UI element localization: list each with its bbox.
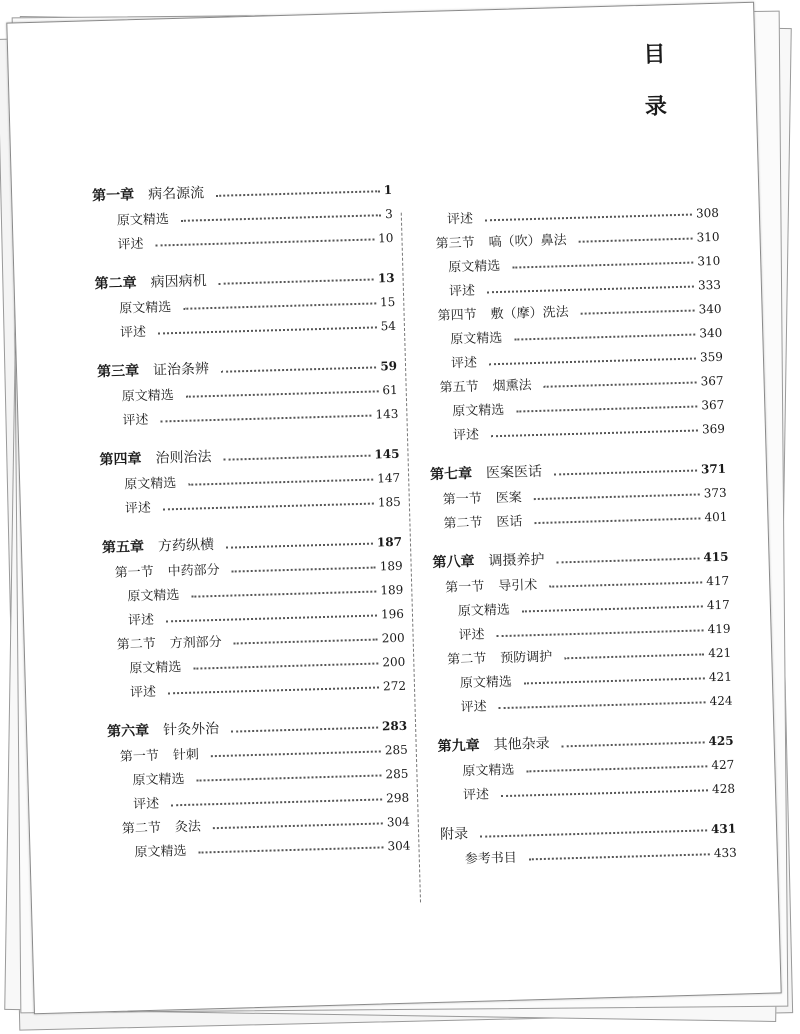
toc-entry-label: [116, 631, 222, 653]
dot-leader: [191, 591, 376, 598]
toc-entry-title: 原文精选: [124, 476, 177, 493]
toc-entry-label: [432, 549, 545, 572]
toc-entry-page-number: 427: [711, 757, 735, 773]
toc-entry-label: [460, 695, 487, 715]
toc-entry-page-number: 15: [379, 294, 396, 310]
toc-entry-title: 原文精选: [452, 402, 505, 420]
toc-entry-label: [132, 768, 185, 788]
toc-entry-page-number: 13: [377, 270, 395, 286]
toc-entry-number: 第三节: [435, 235, 475, 252]
toc-entry-page-number: 283: [381, 718, 408, 734]
toc-entry-label: [465, 847, 518, 867]
toc-entry-label: [440, 823, 469, 844]
dot-leader: [485, 214, 692, 222]
toc-entry-label: [117, 208, 170, 228]
toc-entry-title: 病名源流: [147, 185, 205, 203]
toc-entry-page-number: 189: [380, 582, 404, 598]
toc-entry-page-number: 200: [382, 654, 406, 670]
toc-entry-title: 原文精选: [457, 602, 511, 620]
toc-entry-page-number: 367: [700, 373, 724, 389]
toc-entry-page-number: 185: [377, 494, 402, 510]
toc-entry-label: [97, 358, 210, 381]
toc-entry-label: [121, 384, 174, 404]
toc-entry-label: [102, 534, 215, 557]
toc-entry-title: 原文精选: [129, 660, 182, 677]
toc-entry-number: 第二节: [447, 651, 487, 668]
toc-entry-title: 针刺: [172, 747, 200, 764]
dot-leader: [501, 789, 708, 797]
toc-entry-number: 第一节: [442, 491, 483, 508]
toc-entry-title: 参考书目: [464, 850, 518, 868]
dot-leader: [197, 774, 382, 781]
toc-entry-title: 原文精选: [134, 843, 187, 861]
dot-leader: [211, 750, 381, 757]
toc-entry-label: [122, 816, 202, 837]
dot-leader: [534, 493, 700, 500]
toc-entry-title: 评述: [119, 324, 147, 341]
toc-entry-page-number: 143: [375, 406, 399, 422]
toc-entry-title: 原文精选: [462, 762, 515, 780]
dot-leader: [226, 543, 373, 549]
toc-entry-page-number: 424: [709, 693, 733, 709]
dot-leader: [529, 853, 710, 860]
toc-entry-label: [452, 399, 505, 419]
toc-entry-label: [435, 229, 567, 252]
toc-entry-page-number: 298: [386, 790, 410, 806]
toc-entry-label: [129, 656, 182, 676]
toc-entry-number: 第二章: [94, 275, 137, 293]
dot-leader: [516, 405, 697, 412]
toc-entry-title: 评述: [124, 500, 152, 517]
toc-entry-page-number: 367: [701, 397, 725, 413]
toc-entry-title: 针灸外治: [162, 720, 220, 739]
toc-entry-number: 第二节: [121, 820, 162, 837]
toc-entry-page-number: 417: [706, 573, 730, 589]
toc-entry-number: 第七章: [429, 465, 473, 483]
toc-entry-page-number: 308: [695, 205, 720, 221]
toc-entry-title: 敷（摩）洗法: [490, 305, 569, 323]
toc-entry-label: [450, 327, 503, 347]
toc-entry-label: [430, 461, 543, 484]
toc-entry-label: [448, 255, 501, 275]
toc-entry-label: [122, 409, 149, 429]
toc-entry-title: 评述: [129, 684, 157, 701]
toc-entry-title: 原文精选: [127, 588, 180, 605]
toc-entry-page-number: 333: [697, 277, 722, 293]
toc-entry-title: 原文精选: [450, 330, 503, 348]
dot-leader: [160, 415, 371, 423]
toc-entry-page-number: 417: [706, 597, 731, 613]
toc-entry-label: [437, 733, 550, 756]
dot-leader: [216, 190, 380, 197]
dot-leader: [232, 567, 376, 573]
dot-leader: [489, 358, 696, 366]
toc-entry-label: [437, 301, 569, 324]
dot-leader: [564, 653, 704, 659]
toc-entry-label: [120, 321, 147, 341]
toc-entry-page-number: 54: [380, 318, 397, 334]
toc-column-left: [92, 173, 411, 861]
toc-entry-title: 评述: [127, 612, 155, 629]
toc-entry-page-number: 304: [387, 838, 411, 854]
toc-entry-page-number: 147: [377, 470, 401, 486]
dot-leader: [224, 455, 371, 461]
toc-entry-page-number: 371: [700, 461, 727, 477]
toc-entry-title: 方药纵横: [157, 537, 215, 555]
toc-entry-page-number: 431: [710, 821, 737, 837]
dot-leader: [221, 366, 376, 372]
dot-leader: [234, 639, 378, 645]
toc-entry-title: 评述: [458, 627, 485, 644]
toc-entry-page-number: 272: [382, 678, 407, 694]
toc-entry-label: [119, 296, 172, 316]
dot-leader: [171, 798, 382, 806]
toc-entry-title: 评述: [460, 699, 487, 716]
dot-leader: [522, 605, 703, 612]
toc-entry-number: 第八章: [432, 553, 475, 571]
toc-entry-label: [447, 646, 553, 668]
dot-leader: [158, 326, 377, 334]
toc-entry-title: 预防调护: [500, 649, 553, 667]
toc-entry-title: 方剂部分: [169, 634, 222, 652]
toc-entry-label: [117, 233, 144, 253]
toc-entry-page-number: 310: [696, 229, 720, 245]
toc-entry-page-number: 200: [381, 630, 405, 646]
toc-entry-title: 证治条辨: [152, 361, 210, 379]
toc-entry-label: [458, 624, 485, 644]
dot-leader: [557, 557, 700, 563]
dot-leader: [199, 846, 384, 853]
toc-entry-page-number: 421: [708, 669, 733, 685]
toc-page: [6, 2, 781, 1014]
dot-leader: [579, 238, 693, 243]
toc-entry-title: 灸法: [174, 819, 202, 836]
dot-leader: [193, 662, 378, 669]
toc-entry-number: 第一章: [91, 187, 135, 205]
dot-leader: [512, 262, 693, 269]
toc-entry-page-number: 285: [385, 766, 409, 782]
toc-entry-page-number: 425: [708, 733, 734, 749]
toc-entry-page-number: 421: [708, 645, 732, 661]
toc-entry-page-number: 285: [384, 742, 408, 758]
dot-leader: [526, 765, 707, 772]
toc-entry-page-number: 433: [713, 845, 737, 861]
toc-entry-page-number: 415: [703, 549, 729, 565]
toc-entry-title: 评述: [450, 355, 478, 372]
toc-entry-number: 第四章: [99, 451, 142, 469]
toc-entry-number: 第五节: [439, 379, 479, 396]
toc-entry-page-number: 310: [697, 253, 721, 269]
dot-leader: [514, 334, 695, 341]
toc-entry-title: 原文精选: [448, 258, 501, 276]
toc-entry-title: 治则治法: [155, 449, 212, 467]
toc-entry-title: 原文精选: [132, 771, 185, 789]
toc-entry-number: 第四节: [437, 307, 477, 324]
toc-entry-label: [94, 270, 207, 293]
page-title-char-2: 录: [644, 94, 668, 120]
toc-entry-label: [447, 208, 474, 228]
dot-leader: [499, 701, 706, 709]
toc-entry-number: 第一节: [445, 579, 485, 596]
toc-entry-page-number: 187: [376, 534, 403, 550]
toc-entry-label: [107, 718, 220, 741]
toc-entry-label: [463, 783, 490, 803]
dot-leader: [166, 615, 377, 623]
toc-entry-title: 原文精选: [121, 388, 175, 405]
toc-entry-title: 原文精选: [116, 212, 170, 229]
toc-entry-page-number: 196: [380, 606, 405, 622]
toc-entry-label: [114, 559, 220, 581]
toc-entry-page-number: 304: [386, 814, 410, 830]
toc-entry-title: 其他杂录: [493, 735, 550, 754]
toc-entry-title: 评述: [132, 796, 160, 813]
toc-entry-title: 医话: [496, 514, 523, 531]
toc-entry-number: 第三章: [96, 363, 140, 381]
toc-entry-label: [458, 599, 511, 619]
dot-leader: [156, 238, 375, 246]
toc-entry-number: 第一节: [114, 564, 154, 581]
toc-entry-page-number: 428: [711, 781, 736, 797]
toc-entry-title: 评述: [122, 412, 149, 429]
toc-entry-page-number: 59: [380, 358, 398, 374]
dot-leader: [213, 822, 383, 829]
toc-entry-label: [99, 446, 212, 469]
toc-entry-title: 调摄养护: [488, 551, 545, 570]
toc-entry-title: 医案医话: [485, 463, 543, 482]
toc-entry-label: [124, 472, 177, 492]
dot-leader: [562, 741, 705, 747]
dot-leader: [491, 429, 698, 437]
toc-entry-page-number: 3: [384, 206, 393, 222]
toc-entry-title: 医案: [495, 490, 523, 507]
toc-entry-label: [133, 793, 160, 813]
toc-entry-label: [451, 352, 478, 372]
toc-column-right: [423, 196, 737, 868]
toc-entry-title: 附录: [439, 826, 469, 843]
toc-entry-page-number: 61: [382, 382, 398, 398]
toc-entry-number: 第五章: [101, 538, 145, 557]
dot-leader: [219, 278, 374, 284]
toc-entry-page-number: 401: [704, 509, 728, 525]
toc-entry-title: 评述: [452, 427, 480, 444]
dot-leader: [163, 503, 374, 511]
dot-leader: [549, 581, 702, 587]
toc-entry-title: 导引术: [498, 578, 538, 595]
toc-entry-title: 中药部分: [167, 562, 220, 580]
dot-leader: [524, 677, 705, 684]
toc-entry-number: 第二节: [116, 636, 156, 653]
toc-entry-label: [92, 182, 205, 205]
dot-leader: [183, 302, 376, 309]
toc-entry-page-number: 373: [703, 485, 727, 501]
toc-entry-page-number: 1: [383, 182, 393, 198]
dot-leader: [544, 381, 697, 387]
toc-entry-label: [134, 840, 187, 860]
toc-entry-title: 评述: [446, 211, 474, 228]
toc-entry-page-number: 419: [707, 621, 731, 637]
toc-entry-label: [443, 510, 523, 531]
dot-leader: [581, 310, 695, 315]
toc-entry-page-number: 340: [699, 325, 723, 341]
page-title: [634, 29, 677, 134]
toc-entry-page-number: 359: [699, 349, 724, 365]
toc-entry-page-number: 340: [698, 301, 722, 317]
dot-leader: [168, 686, 379, 694]
toc-entry-label: [130, 681, 157, 701]
toc-entry-number: 第六章: [106, 722, 150, 741]
toc-entry-label: [128, 609, 155, 629]
dot-leader: [188, 479, 373, 486]
dot-leader: [534, 517, 700, 524]
toc-entry-label: [453, 424, 480, 444]
dot-leader: [231, 727, 378, 733]
dot-leader: [554, 470, 697, 476]
toc-entry-label: [120, 744, 200, 765]
toc-entry-title: 原文精选: [459, 674, 513, 692]
dot-leader: [186, 390, 379, 397]
toc-entry-title: 评述: [462, 787, 490, 804]
toc-entry-title: 原文精选: [119, 300, 172, 317]
toc-entry-title: 评述: [117, 236, 144, 253]
toc-entry-label: [445, 574, 538, 596]
toc-entry-page-number: 145: [374, 446, 400, 462]
toc-entry-label: [125, 497, 152, 517]
toc-entry-page-number: 369: [701, 421, 726, 437]
dot-leader: [181, 214, 381, 222]
toc-entry-number: 第一节: [119, 748, 160, 765]
page-title-char-1: 目: [643, 42, 666, 68]
toc-entry-title: 嗃（吹）鼻法: [488, 233, 567, 251]
toc-entry-label: [460, 671, 513, 691]
toc-entry-label: [462, 759, 515, 779]
dot-leader: [487, 286, 694, 294]
toc-entry-label: [439, 374, 532, 396]
toc-entry-label: [449, 280, 476, 300]
toc-entry-number: 第九章: [437, 737, 480, 755]
toc-entry-page-number: 10: [377, 230, 394, 246]
toc-entry-label: [442, 486, 522, 507]
toc-entry-title: 病因病机: [150, 273, 207, 291]
toc-entry-title: 烟熏法: [492, 378, 532, 395]
toc-entry-page-number: 189: [379, 558, 403, 574]
dot-leader: [497, 629, 704, 637]
toc-entry-label: [127, 584, 180, 604]
toc-entry-number: 第二节: [443, 515, 483, 532]
toc-entry-title: 评述: [448, 283, 476, 300]
